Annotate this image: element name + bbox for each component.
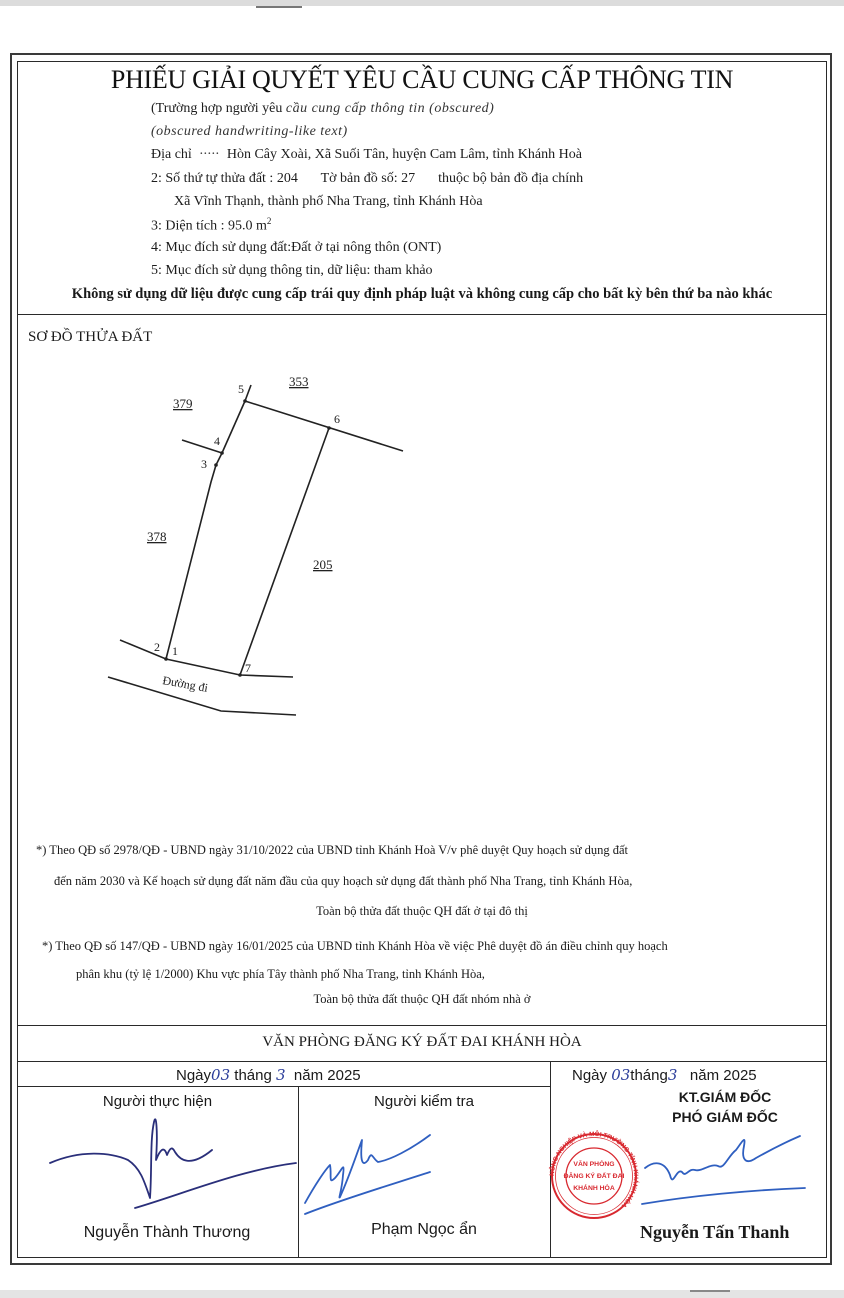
request-case-obscured: cầu cung cấp thông tin (obscured) [285, 101, 495, 116]
vertex-marker-1 [164, 657, 168, 661]
obscured-line: (obscured handwriting-like text) [151, 124, 348, 139]
boundary-6-7 [240, 428, 329, 675]
right-date-year-label: năm [689, 1067, 720, 1084]
performer-name: Nguyễn Thành Thương [83, 1224, 251, 1241]
note-2-line-2: phân khu (tỷ lệ 1/2000) Khu vực phía Tây thành phố Nha Trang, tỉnh Khánh Hòa, [76, 967, 485, 981]
divider-after-left-date [17, 1086, 550, 1087]
stamp-inner-line-3: KHÁNH HÒA [573, 1185, 615, 1192]
address-text: Hòn Cây Xoài, Xã Suối Tân, huyện Cam Lâm, tỉnh Khánh Hoà [226, 147, 582, 162]
left-date-month-label: tháng [234, 1067, 272, 1084]
vertex-label-5: 5 [238, 382, 244, 396]
boundary-5-4 [222, 401, 245, 453]
address-prefix: Địa chỉ [151, 147, 192, 162]
vertex-label-6: 6 [334, 412, 340, 426]
document-title: PHIẾU GIẢI QUYẾT YÊU CẦU CUNG CẤP THÔNG TIN [110, 65, 734, 94]
column-divider-right [550, 1061, 551, 1258]
director-name: Nguyễn Tấn Thanh [640, 1222, 790, 1242]
neighbor-parcel-379: 379 [173, 396, 193, 411]
area-label: 3: Diện tích : [151, 218, 225, 234]
note-2-line-1: *) Theo QĐ số 147/QĐ - UBND ngày 16/01/2025 của UBND tỉnh Khánh Hòa về việc Phê duyệt đồ án điều chỉnh quy hoạch [42, 939, 668, 953]
neighbor-parcel-205: 205 [313, 557, 333, 572]
map-sheet-label: Tờ bản đồ số: [320, 171, 398, 186]
checker-name: Phạm Ngọc ẩn [371, 1221, 477, 1238]
performer-title: Người thực hiện [102, 1093, 213, 1110]
director-title-1: KT.GIÁM ĐỐC [678, 1089, 772, 1105]
boundary-4-3 [216, 453, 222, 465]
address-obscured-gap: ····· [195, 147, 224, 162]
left-date-day: 03 [211, 1066, 231, 1084]
vertex-label-2: 2 [154, 640, 160, 654]
info-use-purpose: 5: Mục đích sử dụng thông tin, dữ liệu: tham khảo [151, 263, 433, 278]
right-date-month-label: tháng [630, 1067, 668, 1084]
area-value: 95.0 m [228, 218, 267, 234]
divider-before-office [17, 1025, 827, 1026]
note-1-line-1: *) Theo QĐ số 2978/QĐ - UBND ngày 31/10/2022 của UBND tỉnh Khánh Hoà V/v phê duyệt Quy hoạch sử dụng đất [36, 843, 629, 857]
map-sheet-number: 27 [401, 171, 416, 186]
stamp-inner-line-1: VĂN PHÒNG [573, 1161, 615, 1168]
office-name: VĂN PHÒNG ĐĂNG KÝ ĐẤT ĐAI KHÁNH HÒA [262, 1034, 582, 1050]
vertex-marker-4 [220, 451, 224, 455]
boundary-3-2 [166, 465, 216, 659]
road-label: Đường đi [161, 673, 210, 695]
diagram-section-label: SƠ ĐỒ THỬA ĐẤT [28, 329, 153, 345]
neighbor-parcel-353: 353 [289, 374, 309, 389]
right-date-month: 3 [667, 1066, 678, 1084]
cadastral-label: thuộc bộ bản đồ địa chính [438, 171, 584, 186]
area-unit-superscript: 2 [266, 216, 272, 226]
note-1-line-2: đến năm 2030 và Kế hoạch sử dụng đất năm đầu của quy hoạch sử dụng đất thành phố Nha Trang, tỉnh Khánh Hòa, [54, 874, 633, 888]
vertex-label-7: 7 [245, 661, 251, 675]
note-2-line-3: Toàn bộ thửa đất thuộc QH đất nhóm nhà ở [313, 992, 531, 1006]
land-use-purpose: 4: Mục đích sử dụng đất:Đất ở tại nông thôn (ONT) [151, 240, 442, 255]
vertex-label-1: 1 [172, 644, 178, 658]
disclaimer: Không sử dụng dữ liệu được cung cấp trái quy định pháp luật và không cung cấp cho bất kỳ bên thứ ba nào khác [71, 286, 773, 302]
right-date-day: 03 [611, 1066, 631, 1084]
vertex-marker-3 [214, 463, 218, 467]
vertex-label-3: 3 [201, 457, 207, 471]
vertex-label-4: 4 [214, 434, 220, 448]
stamp-inner-line-2: ĐĂNG KÝ ĐẤT ĐAI [563, 1173, 625, 1180]
checker-title: Người kiểm tra [374, 1093, 474, 1110]
boundary-5-tick [245, 385, 251, 401]
stamp-outer-text: NÔNG NGHIỆP VÀ MÔI TRƯỜNG TỈNH KHÁNH HÒA [548, 1130, 640, 1209]
left-date-year-label: năm [293, 1067, 324, 1084]
left-date-day-label: Ngày [176, 1067, 212, 1084]
left-date-month: 3 [276, 1066, 286, 1084]
director-title-2: PHÓ GIÁM ĐỐC [672, 1109, 778, 1125]
request-case-prefix: (Trường hợp người yêu [151, 101, 283, 116]
vertex-marker-7 [238, 673, 242, 677]
neighbor-parcel-378: 378 [147, 529, 167, 544]
parcel-label: 2: Số thứ tự thửa đất : [151, 171, 274, 186]
note-1-line-3: Toàn bộ thửa đất thuộc QH đất ở tại đô thị [316, 904, 528, 918]
parcel-location: Xã Vĩnh Thạnh, thành phố Nha Trang, tỉnh Khánh Hòa [174, 194, 483, 209]
road-upper-edge [120, 640, 293, 677]
right-date-day-label: Ngày [572, 1067, 608, 1084]
left-date-year: 2025 [327, 1067, 361, 1084]
left-date [176, 1066, 361, 1084]
vertex-marker-5 [243, 399, 247, 403]
right-date [572, 1066, 757, 1084]
parcel-number: 204 [276, 171, 298, 186]
right-date-year: 2025 [723, 1067, 757, 1084]
vertex-marker-6 [327, 426, 331, 430]
divider-after-office [17, 1061, 827, 1062]
